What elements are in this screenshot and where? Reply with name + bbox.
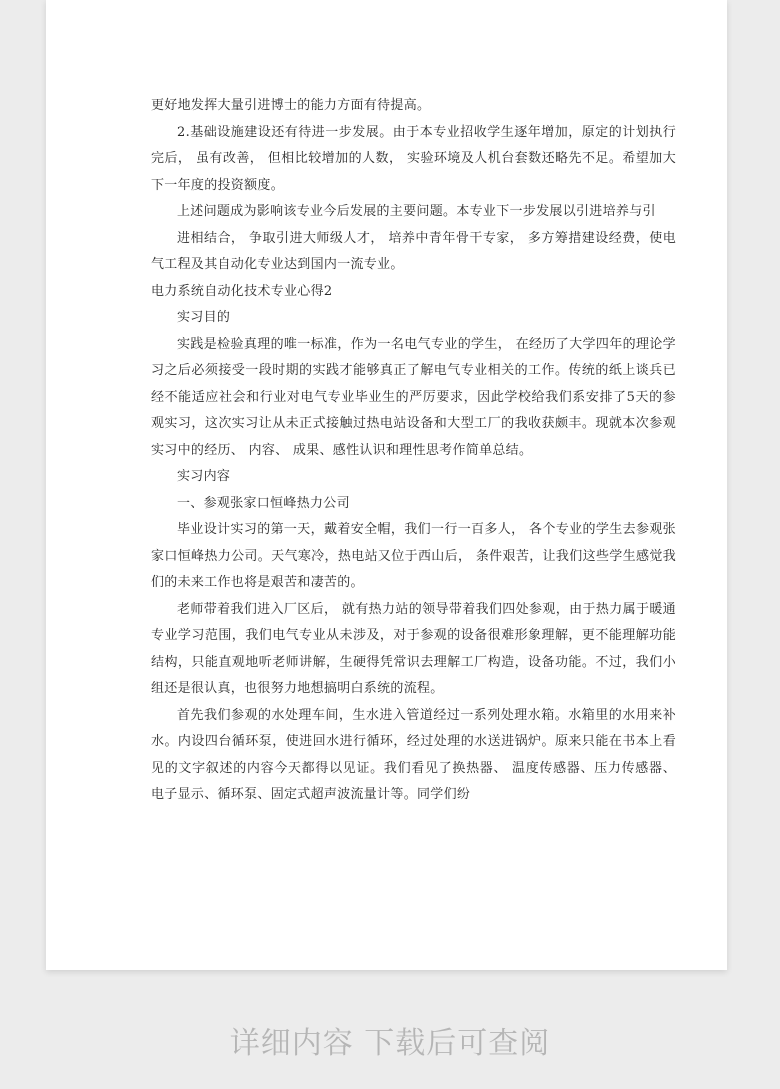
- paragraph: 毕业设计实习的第一天，戴着安全帽，我们一行一百多人， 各个专业的学生去参观张家口恒峰热力公司。天气寒冷，热电站又位于西山后， 条件艰苦，让我们这些学生感觉我们的未来工作也将是艰苦和凄苦的。: [151, 522, 676, 590]
- paragraph: 2.基础设施建设还有待进一步发展。由于本专业招收学生逐年增加，原定的计划执行完后， 虽有改善， 但相比较增加的人数， 实验环境及人机台套数还略先不足。希望加大下一年度的投资额度。: [151, 124, 676, 193]
- paragraph: 首先我们参观的水处理车间，生水进入管道经过一系列处理水箱。水箱里的水用来补水。内设四台循环泵，使进回水进行循环，经过处理的水送进锅炉。原来只能在书本上看见的文字叙述的内容今天都得以见证。我们看见了换热器、 温度传感器、压力传感器、 电子显示、循环泵、固定式超声波流量计等。同学们纷: [151, 707, 676, 802]
- paragraph: 进相结合， 争取引进大师级人才， 培养中青年骨干专家， 多方筹措建设经费，使电气工程及其自动化专业达到国内一流专业。: [151, 230, 676, 272]
- paragraph: 实习目的: [177, 310, 231, 325]
- paragraph: 一、参观张家口恒峰热力公司: [177, 495, 350, 511]
- paragraph: 老师带着我们进入厂区后， 就有热力站的领导带着我们四处参观，由于热力属于暖通专业学习范围，我们电气专业从未涉及，对于参观的设备很难形象理解，更不能理解功能结构，只能直观地听老师讲解，生硬得凭常识去理解工厂构造，设备功能。不过，我们小组还是很认真，也很努力地想搞明白系统的流程。: [151, 601, 676, 696]
- paragraph: 实习内容: [177, 469, 231, 484]
- document-page: [46, 0, 727, 970]
- paragraph: 实践是检验真理的唯一标准，作为一名电气专业的学生， 在经历了大学四年的理论学习之后必须接受一段时期的实践才能够真正了解电气专业相关的工作。传统的纸上谈兵已经不能适应社会和行业对电气专业毕业生的严厉要求，因此学校给我们系安排了5天的参观实习，这次实习让从未正式接触过热电站设备和大型工厂的我收获颇丰。现就本次参观实习中的经历、 内容、 成果、感性认识和理性思考作简单总结。: [151, 336, 676, 458]
- document-body: [151, 93, 676, 809]
- paragraph: 上述问题成为影响该专业今后发展的主要问题。本专业下一步发展以引进培养与引: [177, 204, 656, 219]
- download-hint: 详细内容 下载后可查阅: [229, 1026, 551, 1061]
- paragraph: 电力系统自动化技术专业心得2: [151, 283, 333, 299]
- paragraph: 更好地发挥大量引进博士的能力方面有待提高。: [151, 98, 431, 113]
